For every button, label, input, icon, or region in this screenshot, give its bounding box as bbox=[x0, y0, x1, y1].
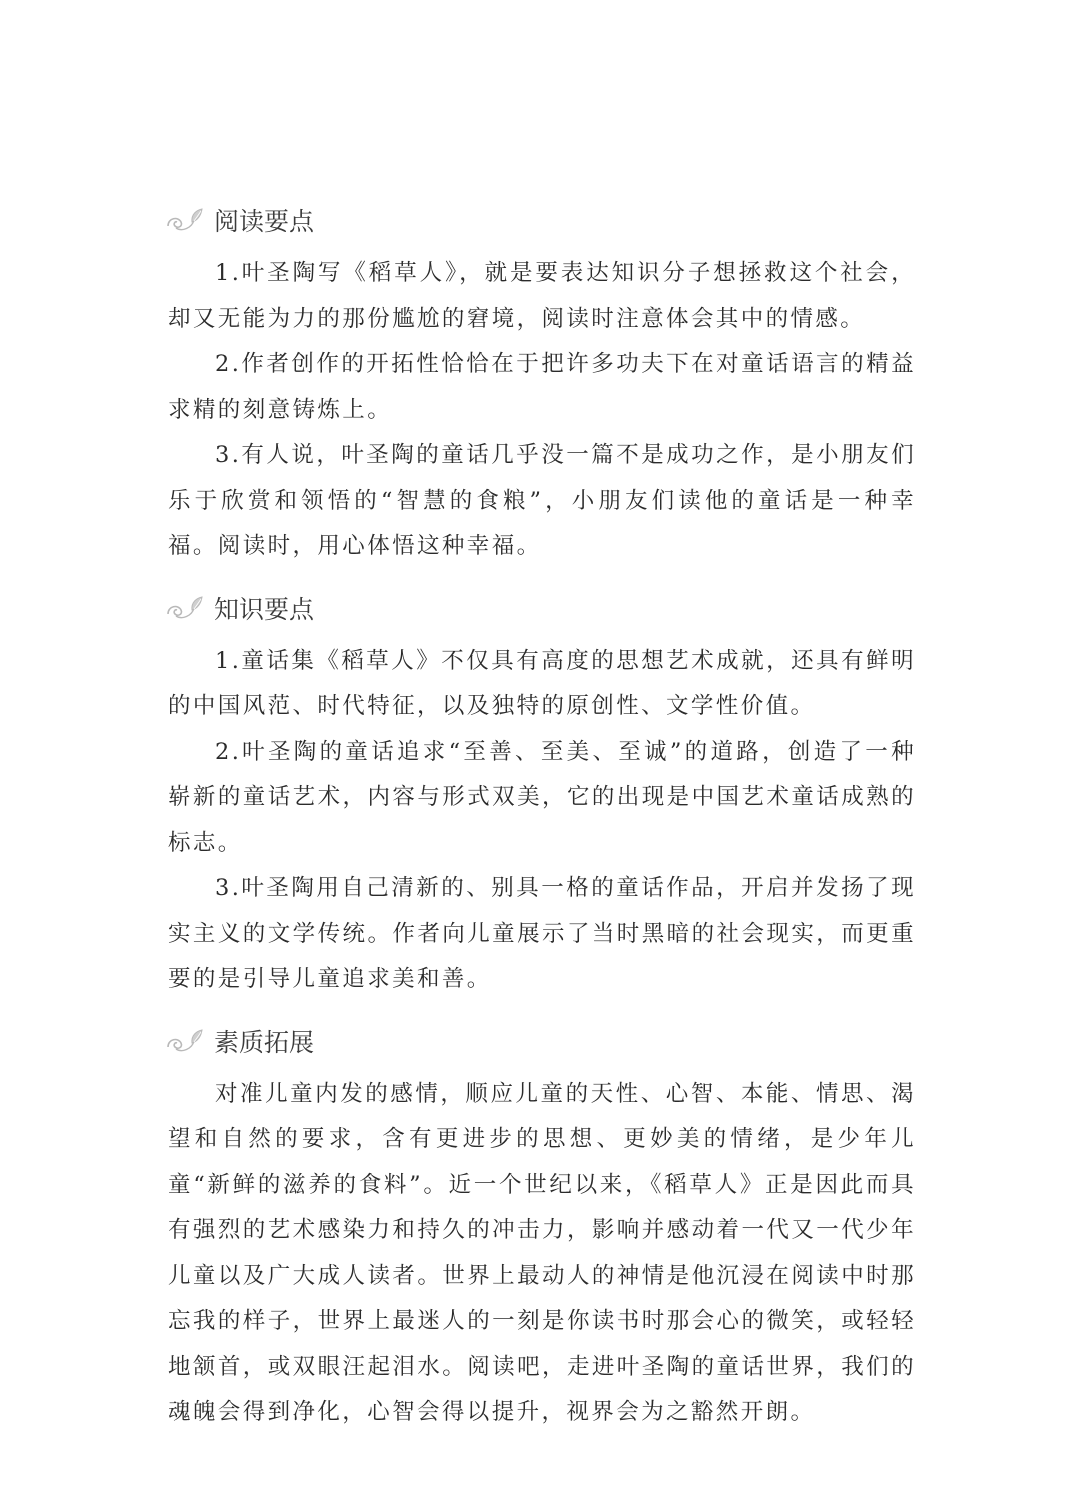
document-page bbox=[168, 200, 916, 1436]
swirl-leaf-ornament-icon bbox=[164, 594, 208, 622]
section-heading bbox=[164, 588, 916, 628]
paragraph: 3.叶圣陶用自己清新的、别具一格的童话作品，开启并发扬了现实主义的文学传统。作者向儿童展示了当时黑暗的社会现实，而更重要的是引导儿童追求美和善。 bbox=[168, 875, 916, 992]
section-heading bbox=[164, 1021, 916, 1061]
paragraph: 2.叶圣陶的童话追求“至善、至美、至诚”的道路，创造了一种崭新的童话艺术，内容与形式双美，它的出现是中国艺术童话成熟的标志。 bbox=[168, 738, 916, 856]
section-reading-points bbox=[168, 200, 916, 570]
paragraph: 2.作者创作的开拓性恰恰在于把许多功夫下在对童话语言的精益求精的刻意铸炼上。 bbox=[168, 351, 916, 423]
paragraph: 1.童话集《稻草人》不仅具有高度的思想艺术成就，还具有鲜明的中国风范、时代特征，以及独特的原创性、文学性价值。 bbox=[168, 647, 916, 719]
section-heading bbox=[164, 200, 916, 240]
section-title: 知识要点 bbox=[214, 594, 315, 624]
section-title: 素质拓展 bbox=[214, 1027, 315, 1057]
swirl-leaf-ornament-icon bbox=[164, 206, 208, 234]
paragraph: 1.叶圣陶写《稻草人》，就是要表达知识分子想拯救这个社会，却又无能为力的那份尴尬的窘境，阅读时注意体会其中的情感。 bbox=[168, 260, 916, 332]
paragraph: 对准儿童内发的感情，顺应儿童的天性、心智、本能、情思、渴望和自然的要求，含有更进步的思想、更妙美的情绪，是少年儿童“新鲜的滋养的食料”。近一个世纪以来，《稻草人》正是因此而具有强烈的艺术感染力和持久的冲击力，影响并感动着一代又一代少年儿童以及广大成人读者。世界上最动人的神情是他沉浸在阅读中时那忘我的样子，世界上最迷人的一刻是你读书时那会心的微笑，或轻轻地颔首，或双眼汪起泪水。阅读吧，走进叶圣陶的童话世界，我们的魂魄会得到净化，心智会得以提升，视界会为之豁然开朗。 bbox=[168, 1080, 916, 1425]
section-knowledge-points bbox=[168, 588, 916, 1003]
section-title: 阅读要点 bbox=[214, 207, 315, 236]
section-quality-expansion bbox=[168, 1021, 916, 1436]
swirl-leaf-ornament-icon bbox=[164, 1027, 208, 1055]
paragraph: 3.有人说，叶圣陶的童话几乎没一篇不是成功之作，是小朋友们乐于欣赏和领悟的“智慧的食粮”，小朋友们读他的童话是一种幸福。阅读时，用心体悟这种幸福。 bbox=[168, 442, 916, 559]
